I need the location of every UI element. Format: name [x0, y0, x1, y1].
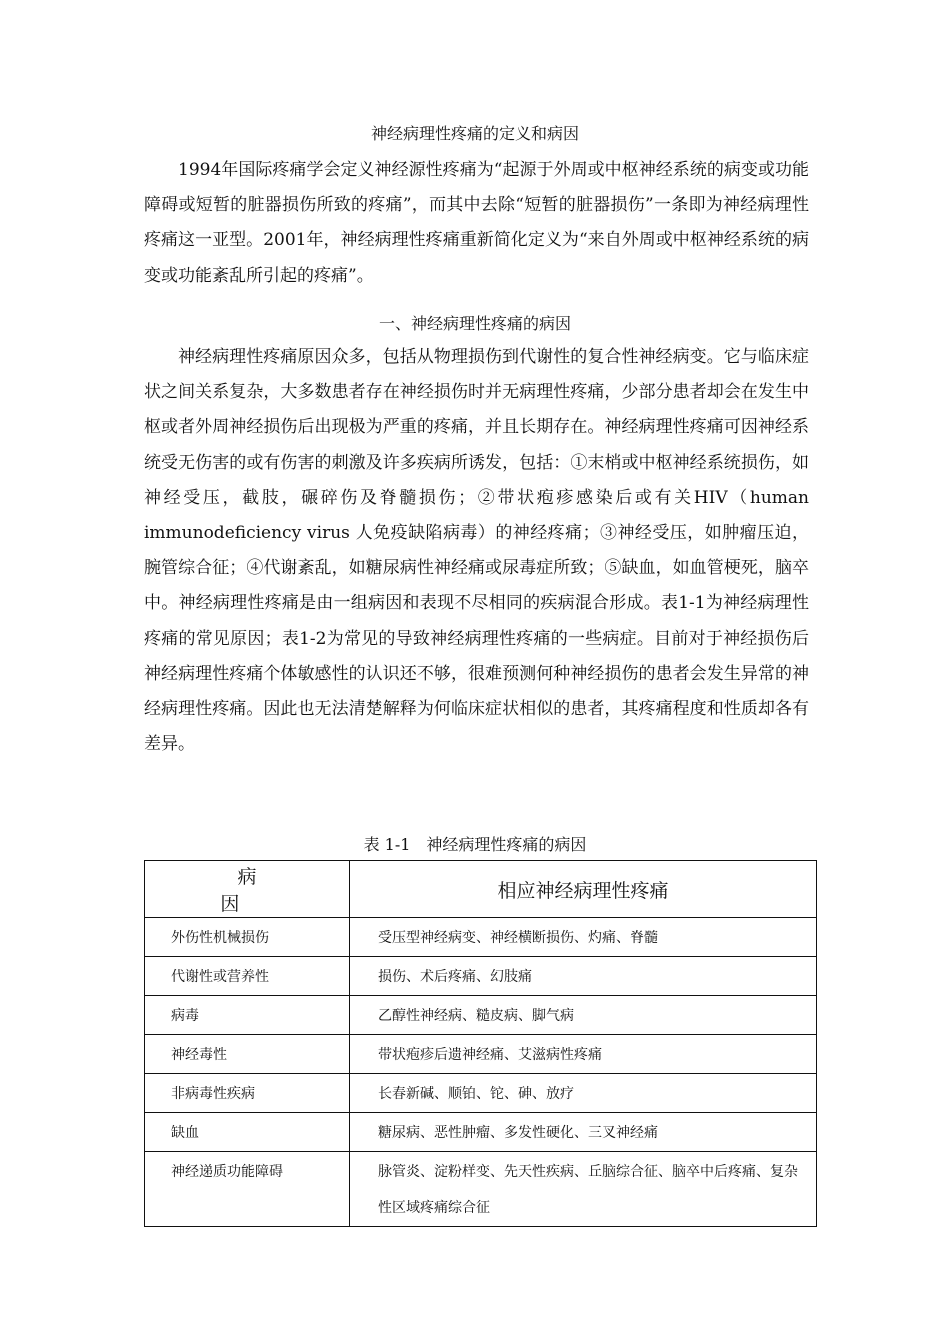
- table-caption: 表 1-1 神经病理性疼痛的病因: [363, 835, 587, 854]
- table-row: [145, 996, 817, 1035]
- table-row: [145, 1152, 817, 1227]
- table-row: [145, 918, 817, 957]
- table-cell-cause: 非病毒性疾病: [145, 1074, 350, 1113]
- table-cell-cause: 缺血: [145, 1113, 350, 1152]
- table-cell-cause: 神经递质功能障碍: [145, 1152, 350, 1227]
- table-cell-cause: 神经毒性: [145, 1035, 350, 1074]
- section-paragraph: 神经病理性疼痛原因众多，包括从物理损伤到代谢性的复合性神经病变。它与临床症状之间关系复杂，大多数患者存在神经损伤时并无病理性疼痛，少部分患者却会在发生中枢或者外周神经损伤后出现极为严重的疼痛，并且长期存在。神经病理性疼痛可因神经系统受无伤害的或有伤害的刺激及许多疾病所诱发，包括：①末梢或中枢神经系统损伤，如神经受压，截肢，碾碎伤及脊髓损伤；②带状疱疹感染后或有关HIV（human immunodeficiency virus 人免疫缺陷病毒）的神经疼痛；③神经受压，如肿瘤压迫，腕管综合征；④代谢紊乱，如糖尿病性神经痛或尿毒症所致；⑤缺血，如血管梗死，脑卒中。神经病理性疼痛是由一组病因和表现不尽相同的疾病混合形成。表1-1为神经病理性疼痛的常见原因；表1-2为常见的导致神经病理性疼痛的一些病症。目前对于神经损伤后神经病理性疼痛个体敏感性的认识还不够，很难预测何种神经损伤的患者会发生异常的神经病理性疼痛。因此也无法清楚解释为何临床症状相似的患者，其疼痛程度和性质却各有差异。: [144, 347, 809, 755]
- section-heading: 一、神经病理性疼痛的病因: [378, 314, 571, 333]
- table-cell-pain: 损伤、术后疼痛、幻肢痛: [350, 957, 817, 996]
- table-cell-pain: 带状疱疹后遗神经痛、艾滋病性疼痛: [350, 1035, 817, 1074]
- table-header-pain: 相应神经病理性疼痛: [350, 861, 817, 918]
- cause-table: [144, 860, 817, 1227]
- table-cell-pain: 乙醇性神经病、糙皮病、脚气病: [350, 996, 817, 1035]
- table-cell-cause: 外伤性机械损伤: [145, 918, 350, 957]
- table-header-row: [145, 861, 817, 918]
- table-row: [145, 1113, 817, 1152]
- intro-paragraph: 1994年国际疼痛学会定义神经源性疼痛为“起源于外周或中枢神经系统的病变或功能障碍或短暂的脏器损伤所致的疼痛”，而其中去除“短暂的脏器损伤”一条即为神经病理性疼痛这一亚型。2001年，神经病理性疼痛重新简化定义为“来自外周或中枢神经系统的病变或功能紊乱所引起的疼痛”。: [144, 160, 809, 286]
- table-row: [145, 957, 817, 996]
- table-cell-pain: 糖尿病、恶性肿瘤、多发性硬化、三叉神经痛: [350, 1113, 817, 1152]
- table-cell-cause: 代谢性或营养性: [145, 957, 350, 996]
- table-cell-pain: 脉管炎、淀粉样变、先天性疾病、丘脑综合征、脑卒中后疼痛、复杂性区域疼痛综合征: [350, 1152, 817, 1227]
- table-cell-cause: 病毒: [145, 996, 350, 1035]
- table-row: [145, 1035, 817, 1074]
- table-header-cause: 病 因: [145, 861, 350, 918]
- table-cell-pain: 长春新碱、顺铂、铊、砷、放疗: [350, 1074, 817, 1113]
- table-cell-pain: 受压型神经病变、神经横断损伤、灼痛、脊髓: [350, 918, 817, 957]
- document-title: 神经病理性疼痛的定义和病因: [370, 124, 579, 143]
- table-row: [145, 1074, 817, 1113]
